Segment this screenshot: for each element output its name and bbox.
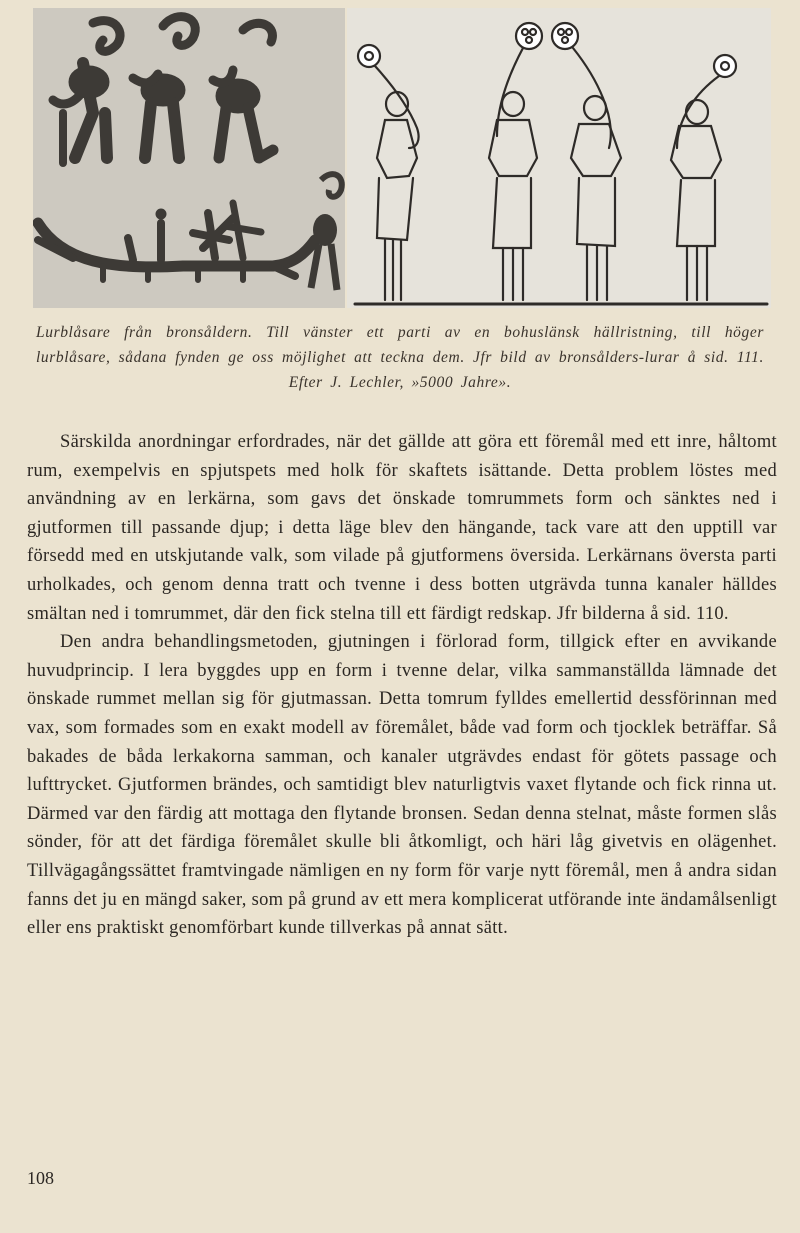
rock-carving-drawing	[33, 8, 345, 308]
figure	[33, 8, 771, 308]
paragraph: Den andra behandlingsmetoden, gjutningen i förlorad form, tillgick efter en avvikande huvudprincip. I lera byggdes upp en form i tvenne delar, vilka sammanställda lämnade det önskade rummet mellan sig för gjutmassan. Detta tomrum fylldes emellertid dessförinnan med vax, som formades som en exakt modell av föremålet, både vad form och tjocklek beträffar. Så bakades de båda lerkakorna samman, och kanaler utgrävdes endast för götets passage och lufttrycket. Gjutformen brändes, och samtidigt blev naturligtvis vaxet flytande och fick rinna ut. Därmed var den färdig att mottaga den flytande bronsen. Sedan denna stelnat, måste formen slås sönder, för att det färdiga föremålet skulle bli åtkomligt, och häri låg givetvis en olägenhet. Tillvägagångssättet framtvingade nämligen en ny form för varje nytt föremål, men å andra sidan fanns det ju en mängd saker, som på grund av ett mera komplicerat utförande inte ändamålsenligt eller ens praktiskt genomförbart kunde tillverkas på annat sätt.	[27, 632, 777, 939]
lur-players-drawing	[347, 8, 771, 308]
figure-caption: Lurblåsare från bronsåldern. Till vänster ett parti av en bohuslänsk hällristning, till höger lurblåsare, sådana fynden ge oss möjlighet att teckna dem. Jfr bild av bronsålders-lurar å sid. 111. Efter J. Lechler, »5000 Jahre».	[36, 324, 764, 391]
paragraph: Särskilda anordningar erfordrades, när det gällde att göra ett föremål med ett inre, håltomt rum, exempelvis en spjutspets med holk för skaftets isättande. Detta problem löstes med användning av en lerkärna, som gavs det önskade tomrummets form och sänktes ned i gjutformen till passande djup; i detta läge blev den hängande, tack vare att den upptill var försedd med en utskjutande valk, som vilade på gjutformens översida. Lerkärnans översta parti urholkades, och genom denna tratt och tvenne i dess botten utgrävda tunna kanaler hälldes smältan ned i tomrummet, där den fick stelna till ett färdigt redskap. Jfr bilderna å sid. 110.	[27, 432, 777, 624]
lur-players-illustration	[347, 8, 771, 308]
page-number: 108	[27, 1168, 54, 1188]
rock-carving-image	[33, 8, 345, 308]
body-text	[27, 428, 777, 943]
